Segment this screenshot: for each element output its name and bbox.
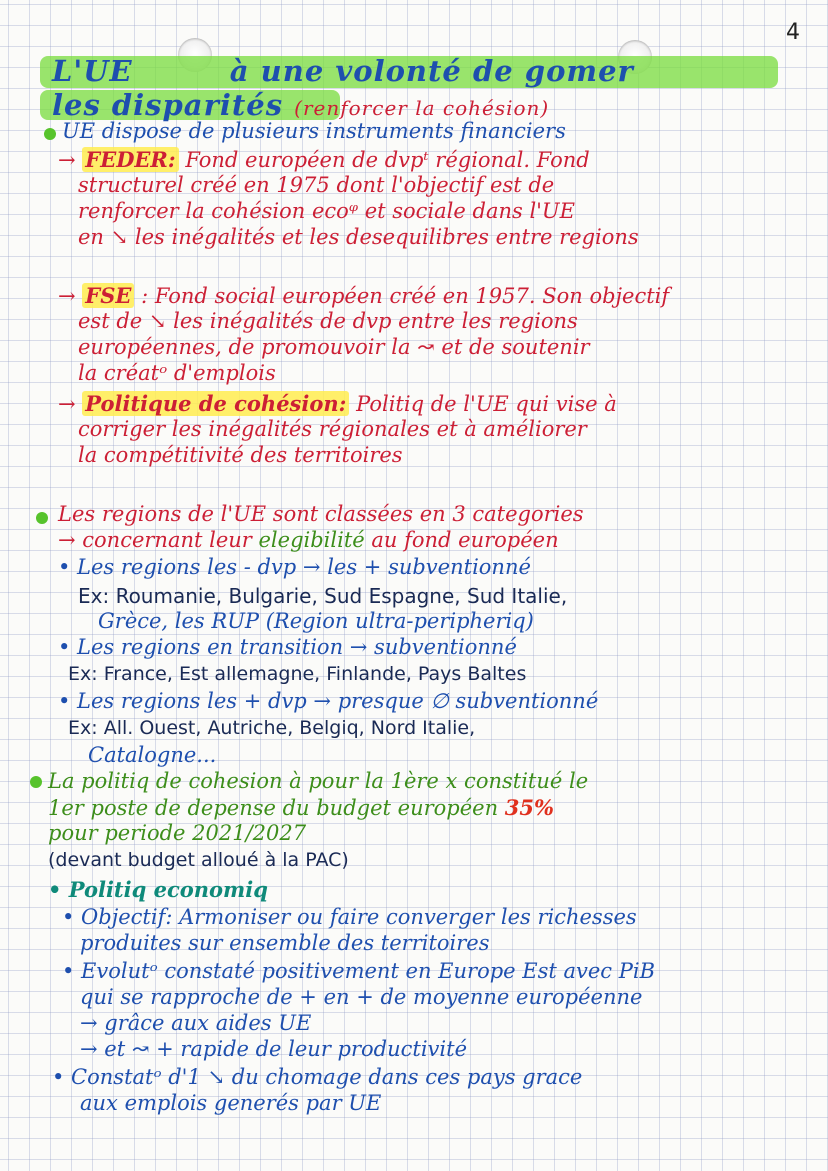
bullet-dot bbox=[44, 128, 56, 140]
section3-line-1: La politiq de cohesion à pour la 1ère x constitué le bbox=[48, 769, 589, 793]
eligibility-word: elegibilité bbox=[258, 528, 365, 552]
category-1-examples-1: Ex: Roumanie, Bulgarie, Sud Espagne, Sud Italie, bbox=[78, 584, 568, 608]
evolution-line-2: qui se rapproche de + en + de moyenne européenne bbox=[80, 985, 643, 1009]
section4-heading: • Politiq economiq bbox=[48, 877, 268, 902]
title-ue: L'UE bbox=[52, 54, 133, 88]
category-1-examples-2: Grèce, les RUP (Region ultra-peripheriq) bbox=[98, 609, 534, 633]
fse-line-2: est de ↘ les inégalités de dvp entre les regions bbox=[78, 309, 578, 333]
section2-line-2 bbox=[58, 529, 559, 552]
category-3-examples-1: Ex: All. Ouest, Autriche, Belgiq, Nord Italie, bbox=[68, 717, 476, 739]
section2-line-1: Les regions de l'UE sont classées en 3 categories bbox=[58, 502, 584, 526]
section3-line-3: pour periode 2021/2027 bbox=[48, 821, 307, 845]
unemployment-line-1: • Constatᵒ d'1 ↘ du chomage dans ces pays grace bbox=[52, 1065, 583, 1089]
category-1: • Les regions les - dvp → les + subventionné bbox=[58, 555, 531, 579]
feder-label: FEDER: bbox=[82, 147, 178, 172]
feder-line-1: → FEDER: Fond européen de dvpᵗ régional. Fond bbox=[58, 147, 590, 172]
section2-l2a: → concernant leur bbox=[58, 528, 259, 552]
section2-l2c: au fond européen bbox=[364, 528, 559, 552]
section3-l2a: 1er poste de depense du budget européen bbox=[48, 796, 505, 820]
objective-line-2: produites sur ensemble des territoires bbox=[80, 931, 490, 955]
title-line-2 bbox=[52, 90, 549, 122]
category-3-examples-2: Catalogne... bbox=[88, 743, 217, 767]
page-number: 4 bbox=[786, 20, 800, 45]
title-disparites: les disparités bbox=[52, 88, 284, 122]
objective-line-1: • Objectif: Armoniser ou faire converger les richesses bbox=[62, 905, 637, 929]
fse-text-1: : Fond social européen créé en 1957. Son objectif bbox=[141, 284, 670, 308]
feder-line-4: en ↘ les inégalités et les desequilibres entre regions bbox=[78, 225, 639, 249]
evolution-line-1: • Evolutᵒ constaté positivement en Europe Est avec PiB bbox=[62, 959, 656, 983]
title-line-1 bbox=[52, 56, 634, 88]
cohesion-text-1: Politiq de l'UE qui vise à bbox=[349, 392, 617, 416]
title-phrase: à une volonté de gomer bbox=[229, 54, 634, 88]
bullet-dot bbox=[36, 512, 48, 524]
evolution-line-4: → et ↝ + rapide de leur productivité bbox=[80, 1037, 468, 1061]
fse-label: FSE bbox=[82, 283, 134, 308]
unemployment-line-2: aux emplois generés par UE bbox=[80, 1091, 382, 1115]
feder-line-2: structurel créé en 1975 dont l'objectif est de bbox=[78, 173, 555, 197]
category-2: • Les regions en transition → subventionné bbox=[58, 635, 517, 659]
cohesion-label: Politique de cohésion: bbox=[82, 391, 349, 416]
cohesion-line-2: corriger les inégalités régionales et à améliorer bbox=[78, 417, 587, 441]
title-subtitle: (renforcer la cohésion) bbox=[294, 96, 550, 120]
fse-line-3: européennes, de promouvoir la ↝ et de soutenir bbox=[78, 335, 590, 359]
cohesion-line-1: → Politique de cohésion: Politiq de l'UE qui vise à bbox=[58, 391, 617, 416]
evolution-line-3: → grâce aux aides UE bbox=[80, 1011, 312, 1035]
feder-text-1: Fond européen de dvpᵗ régional. Fond bbox=[185, 148, 590, 172]
section3-line-4: (devant budget alloué à la PAC) bbox=[48, 849, 349, 871]
budget-percent: 35% bbox=[504, 795, 554, 820]
fse-line-1: → FSE : Fond social européen créé en 1957. Son objectif bbox=[58, 283, 670, 308]
category-3: • Les regions les + dvp → presque ∅ subventionné bbox=[58, 689, 599, 713]
cohesion-line-3: la compétitivité des territoires bbox=[78, 443, 403, 467]
bullet-dot bbox=[30, 776, 42, 788]
category-2-examples: Ex: France, Est allemagne, Finlande, Pays Baltes bbox=[68, 663, 527, 685]
fse-line-4: la créatᵒ d'emplois bbox=[78, 361, 276, 385]
section3-line-2 bbox=[48, 796, 554, 820]
feder-line-3: renforcer la cohésion ecoᵠ et sociale dans l'UE bbox=[78, 199, 575, 223]
section1-intro: UE dispose de plusieurs instruments financiers bbox=[62, 119, 566, 143]
